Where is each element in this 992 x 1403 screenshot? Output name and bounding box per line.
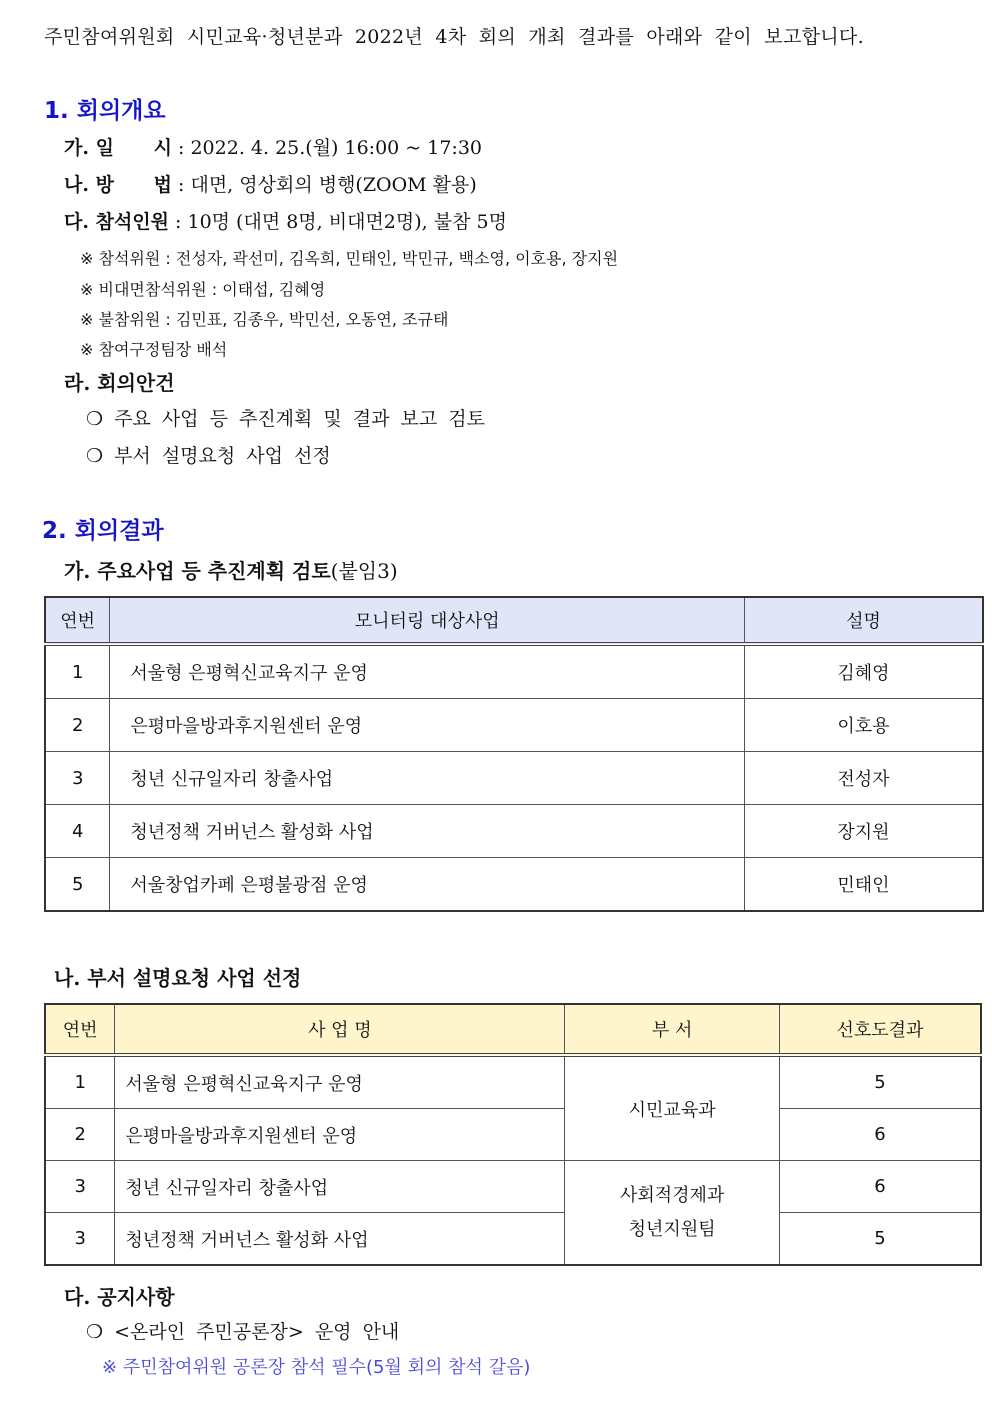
overview-date <box>64 133 482 160</box>
cell-presenter: 김혜영 <box>745 644 984 699</box>
table-header-row <box>45 597 983 644</box>
overview-attendance-key: 다. 참석인원 <box>64 211 169 233</box>
overview-date-value: 2022. 4. 25.(월) 16:00 ~ 17:30 <box>190 137 483 159</box>
subsection-b-title: 나. 부서 설명요청 사업 선정 <box>54 966 302 990</box>
subsection-a-title <box>64 555 398 584</box>
header-no: 연번 <box>45 597 110 644</box>
cell-no: 5 <box>45 858 110 912</box>
cell-presenter: 장지원 <box>745 805 984 858</box>
table-row <box>45 1109 981 1161</box>
department-line-1: 사회적경제과 <box>619 1184 725 1206</box>
intro-text: 주민참여위원회 시민교육·청년분과 2022년 4차 회의 개최 결과를 아래와 같이 보고합니다. <box>44 26 864 48</box>
table-header-row <box>45 1004 981 1055</box>
overview-method-key: 나. 방 법 <box>64 174 172 196</box>
cell-project: 서울창업카페 은평불광점 운영 <box>110 858 745 912</box>
cell-project: 청년 신규일자리 창출사업 <box>110 752 745 805</box>
table-row <box>45 752 983 805</box>
cell-project-name: 청년정책 거버넌스 활성화 사업 <box>115 1213 565 1266</box>
cell-department <box>565 1161 780 1266</box>
note-absentees: ※ 불참위원 : 김민표, 김종우, 박민선, 오동연, 조규태 <box>80 310 449 329</box>
table-row <box>45 805 983 858</box>
overview-attendance-value: 10명 (대면 8명, 비대면2명), 불참 5명 <box>187 211 507 233</box>
cell-no: 1 <box>45 1055 115 1109</box>
cell-project: 은평마을방과후지원센터 운영 <box>110 699 745 752</box>
cell-department: 시민교육과 <box>565 1055 780 1161</box>
subsection-a-title-text: 가. 주요사업 등 추진계획 검토 <box>64 559 331 583</box>
header-preference: 선호도결과 <box>779 1004 981 1055</box>
header-no: 연번 <box>45 1004 115 1055</box>
department-line-2: 청년지원팀 <box>628 1218 716 1240</box>
separator: : <box>171 174 191 196</box>
cell-presenter: 민태인 <box>745 858 984 912</box>
cell-presenter: 이호용 <box>745 699 984 752</box>
note-attendees: ※ 참석위원 : 전성자, 곽선미, 김옥희, 민태인, 박민규, 백소영, 이호용, 장지원 <box>80 249 619 268</box>
agenda-item-2: ❍ 부서 설명요청 사업 선정 <box>86 445 331 467</box>
cell-project: 서울형 은평혁신교육지구 운영 <box>110 644 745 699</box>
notice-note: ※ 주민참여위원 공론장 참석 필수(5월 회의 참석 갈음) <box>102 1357 531 1378</box>
cell-no: 4 <box>45 805 110 858</box>
cell-no: 3 <box>45 1161 115 1213</box>
table-row <box>45 699 983 752</box>
department-request-table <box>44 1003 982 1266</box>
overview-date-key: 가. 일 시 <box>64 137 172 159</box>
cell-no: 3 <box>45 1213 115 1266</box>
table-row <box>45 858 983 912</box>
note-team-leader: ※ 참여구정팀장 배석 <box>80 340 228 359</box>
header-department: 부 서 <box>565 1004 780 1055</box>
section1-title: 1. 회의개요 <box>44 98 166 124</box>
header-project: 모니터링 대상사업 <box>110 597 745 644</box>
table-row <box>45 1161 981 1213</box>
cell-preference: 5 <box>779 1055 981 1109</box>
cell-no: 2 <box>45 699 110 752</box>
overview-attendance <box>64 207 507 234</box>
cell-project-name: 서울형 은평혁신교육지구 운영 <box>115 1055 565 1109</box>
cell-no: 1 <box>45 644 110 699</box>
table-row <box>45 1055 981 1109</box>
subsection-c-title: 다. 공지사항 <box>64 1285 175 1309</box>
agenda-title: 라. 회의안건 <box>64 371 175 395</box>
table-row <box>45 1213 981 1266</box>
note-remote-attendees: ※ 비대면참석위원 : 이태섭, 김혜영 <box>80 280 326 299</box>
notice-bullet: ❍ <온라인 주민공론장> 운영 안내 <box>86 1321 400 1343</box>
agenda-item-1: ❍ 주요 사업 등 추진계획 및 결과 보고 검토 <box>86 408 486 430</box>
header-presenter: 설명 <box>745 597 984 644</box>
table-row <box>45 644 983 699</box>
monitoring-table <box>44 596 984 912</box>
cell-no: 2 <box>45 1109 115 1161</box>
cell-no: 3 <box>45 752 110 805</box>
overview-method-value: 대면, 영상회의 병행(ZOOM 활용) <box>190 174 477 196</box>
cell-project-name: 청년 신규일자리 창출사업 <box>115 1161 565 1213</box>
cell-project: 청년정책 거버넌스 활성화 사업 <box>110 805 745 858</box>
cell-preference: 6 <box>779 1161 981 1213</box>
cell-preference: 5 <box>779 1213 981 1266</box>
section2-title: 2. 회의결과 <box>42 518 164 544</box>
cell-preference: 6 <box>779 1109 981 1161</box>
header-project-name: 사 업 명 <box>115 1004 565 1055</box>
subsection-a-title-suffix: (붙임3) <box>330 559 398 583</box>
separator: : <box>169 211 188 233</box>
overview-method <box>64 170 477 197</box>
cell-project-name: 은평마을방과후지원센터 운영 <box>115 1109 565 1161</box>
separator: : <box>171 137 191 159</box>
cell-presenter: 전성자 <box>745 752 984 805</box>
